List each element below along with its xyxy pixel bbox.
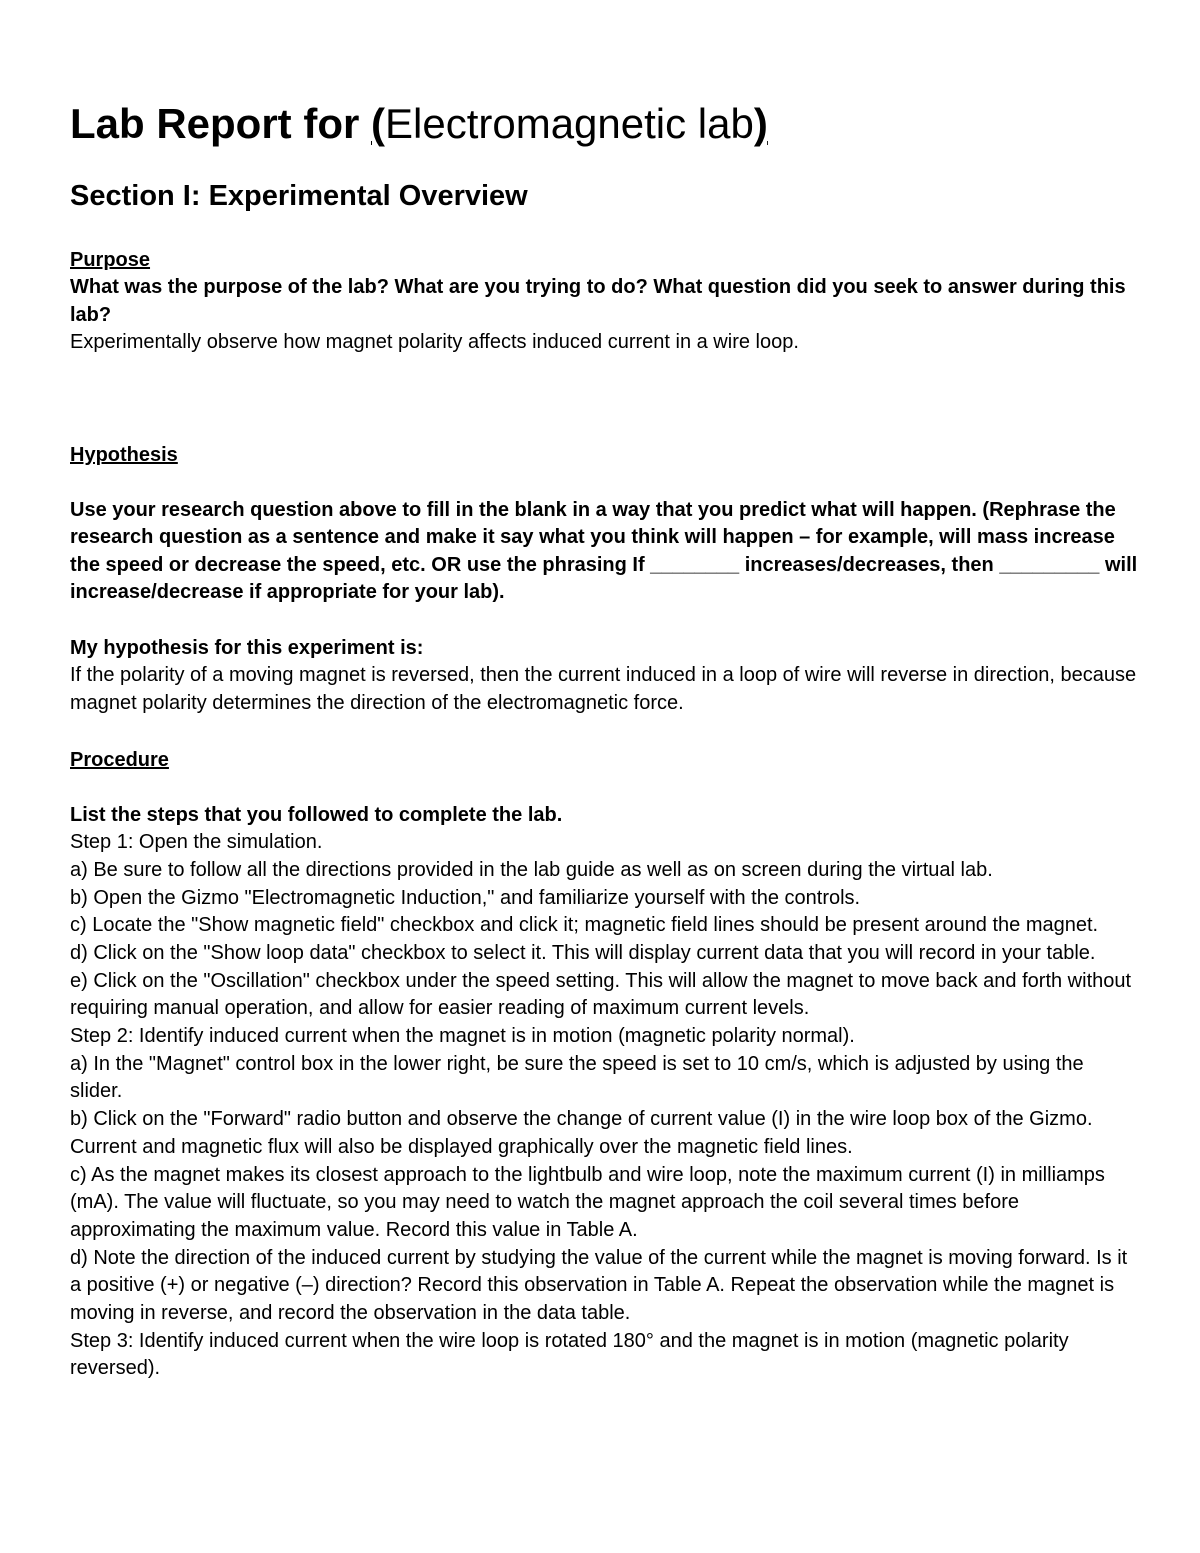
- procedure-steps: [70, 829, 1140, 1383]
- procedure-prompt: List the steps that you followed to complete the lab.: [70, 803, 563, 826]
- procedure-step: Step 2: Identify induced current when the magnet is in motion (magnetic polarity normal).: [70, 1025, 855, 1048]
- procedure-step: d) Click on the "Show loop data" checkbox to select it. This will display current data that you will record in your table.: [70, 941, 1096, 964]
- procedure-step: a) In the "Magnet" control box in the lower right, be sure the speed is set to 10 cm/s, which is adjusted by using the slider.: [70, 1052, 1084, 1103]
- hypothesis-heading: Hypothesis: [70, 443, 178, 466]
- procedure-step: e) Click on the "Oscillation" checkbox under the speed setting. This will allow the magnet to move back and forth without requiring manual operation, and allow for easier reading of maximum current levels.: [70, 969, 1132, 1020]
- procedure-step: b) Open the Gizmo "Electromagnetic Induction," and familiarize yourself with the controls.: [70, 886, 861, 909]
- title-open-paren: (: [371, 100, 385, 147]
- spacer: [70, 357, 1140, 441]
- title-prefix: Lab Report for: [70, 100, 371, 147]
- purpose-answer: Experimentally observe how magnet polarity affects induced current in a wire loop.: [70, 331, 799, 353]
- procedure-step: d) Note the direction of the induced current by studying the value of the current while the magnet is moving forward. Is it a positive (+) or negative (–) direction? Record this observation in Table A. Repeat the observation while the magnet is moving in reverse, and record the observation in the data table.: [70, 1246, 1128, 1325]
- spacer: [70, 718, 1140, 746]
- purpose-heading: Purpose: [70, 249, 151, 271]
- hypothesis-instructions: Use your research question above to fill in the blank in a way that you predict what will happen. (Rephrase the research question as a sentence and make it say what you think will happen – for example, will mass increase the speed or decrease the speed, etc. OR use the phrasing If ________ increases/decreases, then _________ will increase/decrease if appropriate for your lab).: [70, 498, 1138, 604]
- procedure-step: c) As the magnet makes its closest approach to the lightbulb and wire loop, note the maximum current (I) in milliamps (mA). The value will fluctuate, so you may need to watch the magnet approach the coil several times before approximating the maximum value. Record this value in Table A.: [70, 1163, 1105, 1241]
- title-subject: Electromagnetic lab: [385, 100, 754, 147]
- hypothesis-label: My hypothesis for this experiment is:: [70, 636, 424, 659]
- spacer: [70, 469, 1140, 497]
- procedure-heading: Procedure: [70, 748, 169, 771]
- purpose-question: What was the purpose of the lab? What are you trying to do? What question did you seek to answer during this lab?: [70, 276, 1126, 326]
- spacer: [70, 774, 1140, 802]
- procedure-step: b) Click on the "Forward" radio button and observe the change of current value (I) in the wire loop box of the Gizmo. Current and magnetic flux will also be displayed graphically over the magnetic field lines.: [70, 1108, 1093, 1158]
- document-title: [70, 96, 1140, 152]
- procedure-step: a) Be sure to follow all the directions provided in the lab guide as well as on screen during the virtual lab.: [70, 858, 993, 881]
- document-page: [70, 96, 1140, 1383]
- hypothesis-answer: If the polarity of a moving magnet is reversed, then the current induced in a loop of wire will reverse in direction, because magnet polarity determines the direction of the electromagnetic force.: [70, 664, 1137, 714]
- procedure-step: Step 3: Identify induced current when the wire loop is rotated 180° and the magnet is in motion (magnetic polarity reversed).: [70, 1329, 1069, 1380]
- procedure-step: Step 1: Open the simulation.: [70, 831, 323, 854]
- title-close-paren: ): [753, 100, 768, 147]
- procedure-step: c) Locate the "Show magnetic field" checkbox and click it; magnetic field lines should be present around the magnet.: [70, 914, 1099, 937]
- section-title: Section I: Experimental Overview: [70, 180, 528, 212]
- spacer: [70, 607, 1140, 635]
